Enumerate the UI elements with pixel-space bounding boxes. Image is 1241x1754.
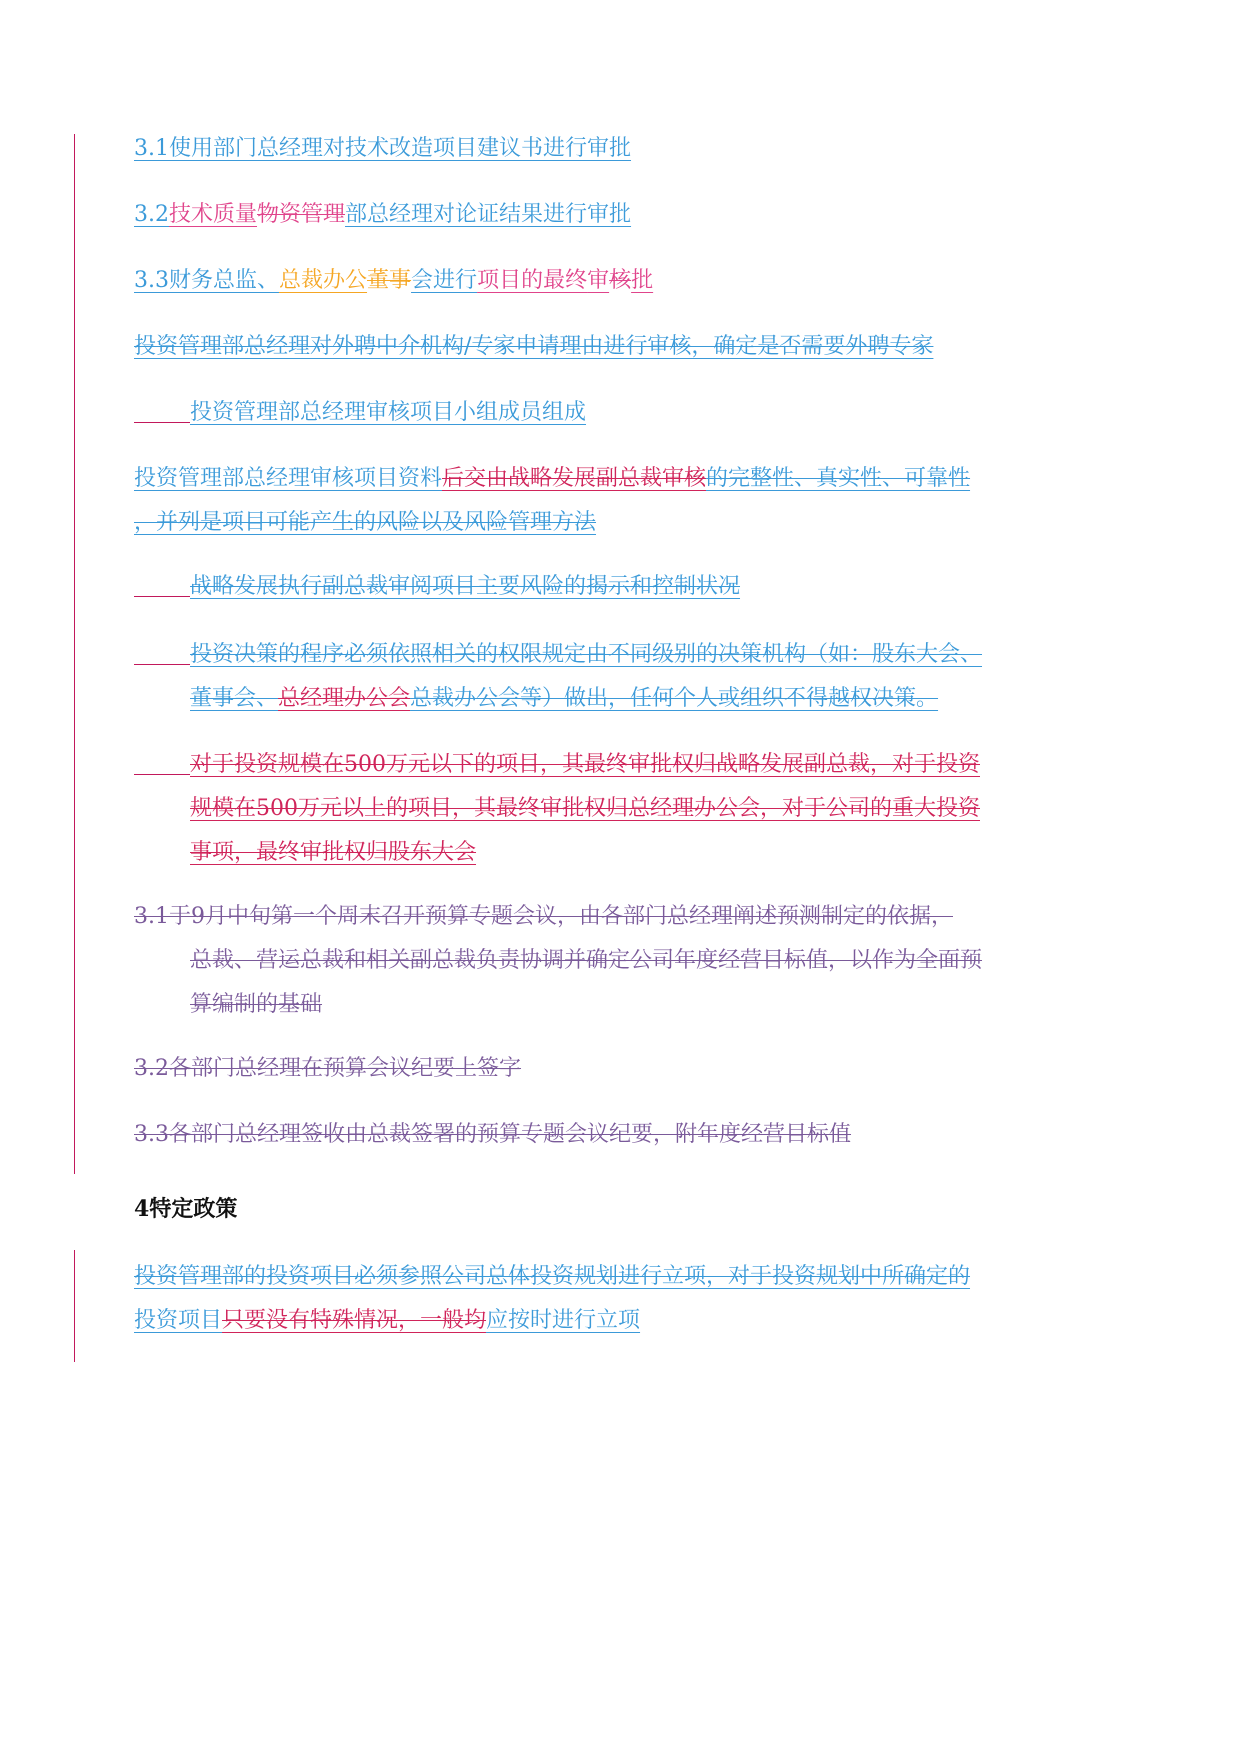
deleted-text: 总裁、营运总裁和相关副总裁负责协调并确定公司年度经营目标值，以作为全面预 bbox=[190, 948, 983, 973]
item-number: 3.3 bbox=[134, 268, 169, 293]
paragraph-text: 董事会、 bbox=[190, 686, 279, 711]
tab-leader-line bbox=[134, 774, 190, 775]
deleted-text: 事项，最终审批权归股东大会 bbox=[190, 840, 477, 865]
paragraph-text: 审 bbox=[587, 268, 610, 293]
paragraph-text: 投资决策的程序必须依照相关的权限规定由不同级别的决策机构（如：股东大会、 bbox=[190, 642, 983, 667]
deleted-text: 董事 bbox=[367, 268, 412, 293]
paragraph-text: 投资管理部总经理对外聘中介机构/专家申请理由进行审核，确定是否需要外聘专家 bbox=[134, 334, 934, 359]
tab-leader-line bbox=[134, 664, 190, 665]
paragraph-text: 会进行 bbox=[411, 268, 478, 293]
change-bar-bottom bbox=[74, 1250, 75, 1362]
item-number: 3.3 bbox=[134, 1122, 169, 1147]
inserted-text: 项目的最终 bbox=[477, 268, 588, 293]
deleted-text: 各部门总经理签收由总裁签署的预算专题会议纪要，附年度经营目标值 bbox=[169, 1122, 852, 1147]
deleted-text: 只要没有特殊情况，一般均 bbox=[222, 1308, 487, 1333]
paragraph-text: 投资管理部总经理审核项目资料 bbox=[134, 466, 443, 491]
paragraph-text: 应按时进行立项 bbox=[486, 1308, 641, 1333]
paragraph-text: 投资项目 bbox=[134, 1308, 223, 1333]
heading-title: 特定政策 bbox=[149, 1196, 238, 1222]
inserted-text: 技术质量 bbox=[169, 202, 258, 227]
deleted-text: 核 bbox=[609, 268, 632, 293]
paragraph-text: 使用部门总经理对技术改造项目建议书进行审批 bbox=[169, 136, 632, 161]
deleted-text: 规模在500万元以上的项目，其最终审批权归总经理办公会，对于公司的重大投资 bbox=[190, 796, 980, 821]
item-number: 3.2 bbox=[134, 202, 169, 227]
paragraph-text: 投资管理部总经理审核项目小组成员组成 bbox=[190, 400, 587, 425]
item-number: 3.1 bbox=[134, 904, 169, 929]
item-number: 3.1 bbox=[134, 136, 169, 161]
tab-leader-line bbox=[134, 596, 190, 597]
paragraph-text: 战略发展执行副总裁审阅项目主要风险的揭示和控制状况 bbox=[190, 574, 741, 599]
paragraph-text: 投资管理部的投资项目必须参照公司总体投资规划进行立项，对于投资规划中所确定的 bbox=[134, 1264, 971, 1289]
inserted-text: 总裁办公 bbox=[279, 268, 368, 293]
deleted-text: 于9月中旬第一个周末召开预算专题会议，由各部门总经理阐述预测制定的依据， bbox=[169, 904, 953, 929]
paragraph-text: 的完整性、真实性、可靠性 bbox=[706, 466, 971, 491]
deleted-text: 对于投资规模在500万元以下的项目，其最终审批权归战略发展副总裁，对于投资 bbox=[190, 752, 980, 777]
deleted-text: 算编制的基础 bbox=[190, 992, 323, 1017]
heading-number: 4 bbox=[134, 1196, 150, 1222]
deleted-text: 物资管理 bbox=[257, 202, 346, 227]
deleted-text: 后交由战略发展副总裁审核 bbox=[442, 466, 707, 491]
inserted-text: 批 bbox=[631, 268, 654, 293]
paragraph-text: 部总经理对论证结果进行审批 bbox=[345, 202, 632, 227]
paragraph-text: 财务总监、 bbox=[169, 268, 280, 293]
paragraph-text: 总裁办公会等）做出，任何个人或组织不得越权决策。 bbox=[410, 686, 939, 711]
deleted-text: 各部门总经理在预算会议纪要上签字 bbox=[169, 1056, 522, 1081]
change-bar-top bbox=[74, 134, 75, 1174]
deleted-text: 总经理办公会 bbox=[278, 686, 411, 711]
item-number: 3.2 bbox=[134, 1056, 169, 1081]
tab-leader-line bbox=[134, 422, 190, 423]
paragraph-text: ，并列是项目可能产生的风险以及风险管理方法 bbox=[134, 510, 597, 535]
